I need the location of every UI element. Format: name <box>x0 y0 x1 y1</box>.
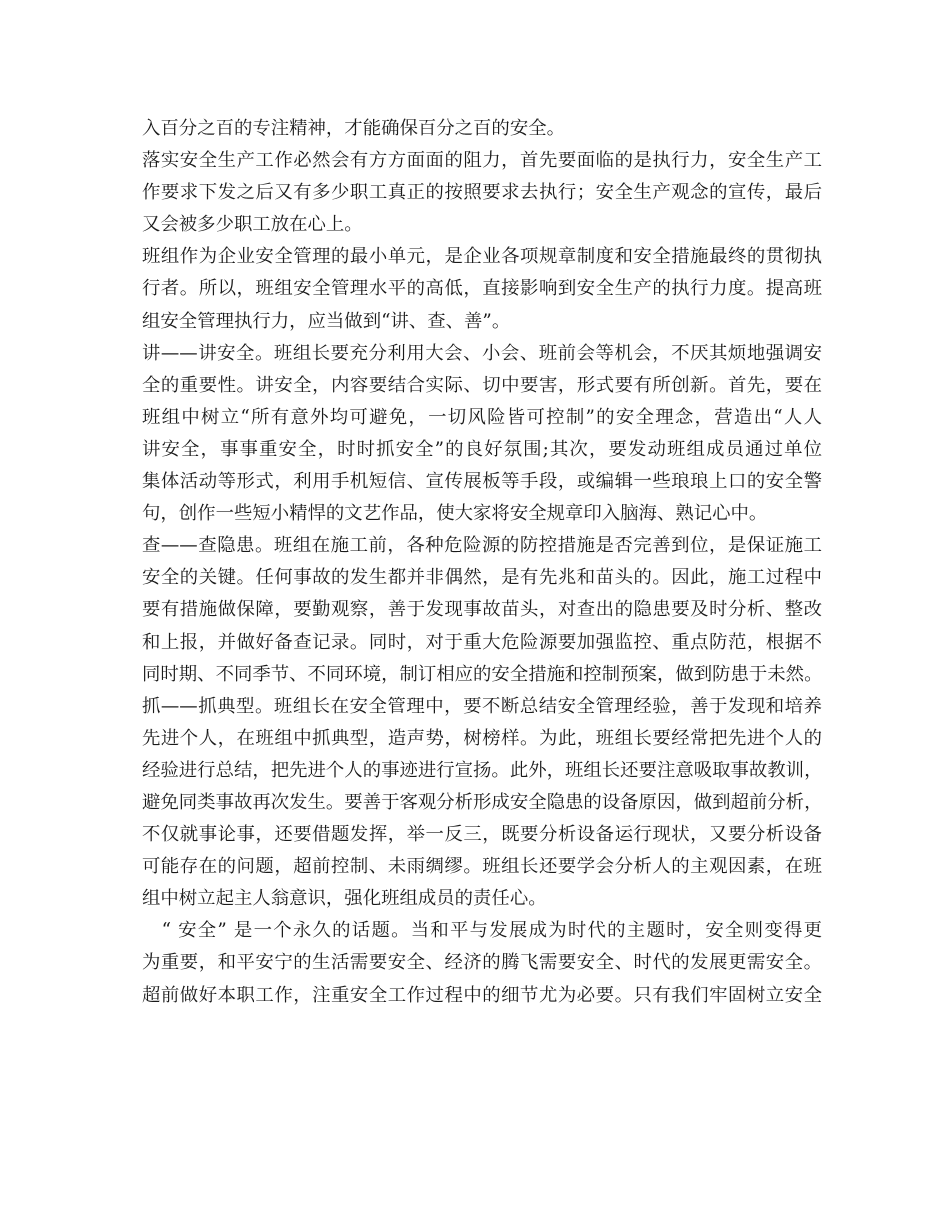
text-line: 全的重要性。讲安全，内容要结合实际、切中要害，形式要有所创新。首先，要在 <box>142 374 822 396</box>
text-line: 讲安全，事事重安全，时时抓安全”的良好氛围;其次，要发动班组成员通过单位 <box>142 438 822 460</box>
text-line: 安全的关键。任何事故的发生都并非偶然，是有先兆和苗头的。因此，施工过程中 <box>142 567 822 589</box>
text-line: 避免同类事故再次发生。要善于客观分析形成安全隐患的设备原因，做到超前分析， <box>142 791 823 813</box>
text-line: 组安全管理执行力，应当做到“讲、查、善”。 <box>142 310 511 332</box>
text-line: 不仅就事论事，还要借题发挥，举一反三，既要分析设备运行现状，又要分析设备 <box>142 824 822 846</box>
text-line: 要有措施做保障，要勤观察，善于发现事故苗头，对查出的隐患要及时分析、整改 <box>142 599 822 621</box>
text-line: 作要求下发之后又有多少职工真正的按照要求去执行；安全生产观念的宣传，最后 <box>142 182 822 204</box>
text-line: 同时期、不同季节、不同环境，制订相应的安全措施和控制预案，做到防患于未然。 <box>142 663 823 685</box>
text-line: 超前做好本职工作，注重安全工作过程中的细节尤为必要。只有我们牢固树立安全 <box>142 984 822 1006</box>
text-line: 和上报，并做好备查记录。同时，对于重大危险源要加强监控、重点防范，根据不 <box>142 631 822 653</box>
text-line: “ 安全” 是一个永久的话题。当和平与发展成为时代的主题时，安全则变得更 <box>142 920 822 942</box>
text-line: 句，创作一些短小精悍的文艺作品，使大家将安全规章印入脑海、熟记心中。 <box>142 503 768 525</box>
text-line: 讲——讲安全。班组长要充分利用大会、小会、班前会等机会，不厌其烦地强调安 <box>142 342 822 364</box>
text-line: 查——查隐患。班组在施工前，各种危险源的防控措施是否完善到位，是保证施工 <box>142 535 822 557</box>
text-line: 组中树立起主人翁意识，强化班组成员的责任心。 <box>142 888 547 910</box>
text-line: 可能存在的问题，超前控制、未雨绸缪。班组长还要学会分析人的主观因素，在班 <box>142 856 822 878</box>
text-line: 班组中树立“所有意外均可避免，一切风险皆可控制”的安全理念，营造出“人人 <box>142 406 822 428</box>
text-line: 为重要，和平安宁的生活需要安全、经济的腾飞需要安全、时代的发展更需安全。 <box>142 952 822 974</box>
text-line: 行者。所以，班组安全管理水平的高低，直接影响到安全生产的执行力度。提高班 <box>142 278 822 300</box>
text-line: 又会被多少职工放在心上。 <box>142 214 363 236</box>
text-line: 落实安全生产工作必然会有方方面面的阻力，首先要面临的是执行力，安全生产工 <box>142 150 822 172</box>
text-line: 先进个人，在班组中抓典型，造声势，树榜样。为此，班组长要经常把先进个人的 <box>142 727 822 749</box>
text-line: 集体活动等形式，利用手机短信、宣传展板等手段，或编辑一些琅琅上口的安全警 <box>142 471 822 493</box>
text-line: 入百分之百的专注精神，才能确保百分之百的安全。 <box>142 118 565 139</box>
text-line: 经验进行总结，把先进个人的事迹进行宣扬。此外，班组长还要注意吸取事故教训， <box>142 759 823 781</box>
document-body <box>142 113 822 1012</box>
text-line: 班组作为企业安全管理的最小单元，是企业各项规章制度和安全措施最终的贯彻执 <box>142 246 822 268</box>
text-line: 抓——抓典型。班组长在安全管理中，要不断总结安全管理经验，善于发现和培养 <box>142 695 822 717</box>
